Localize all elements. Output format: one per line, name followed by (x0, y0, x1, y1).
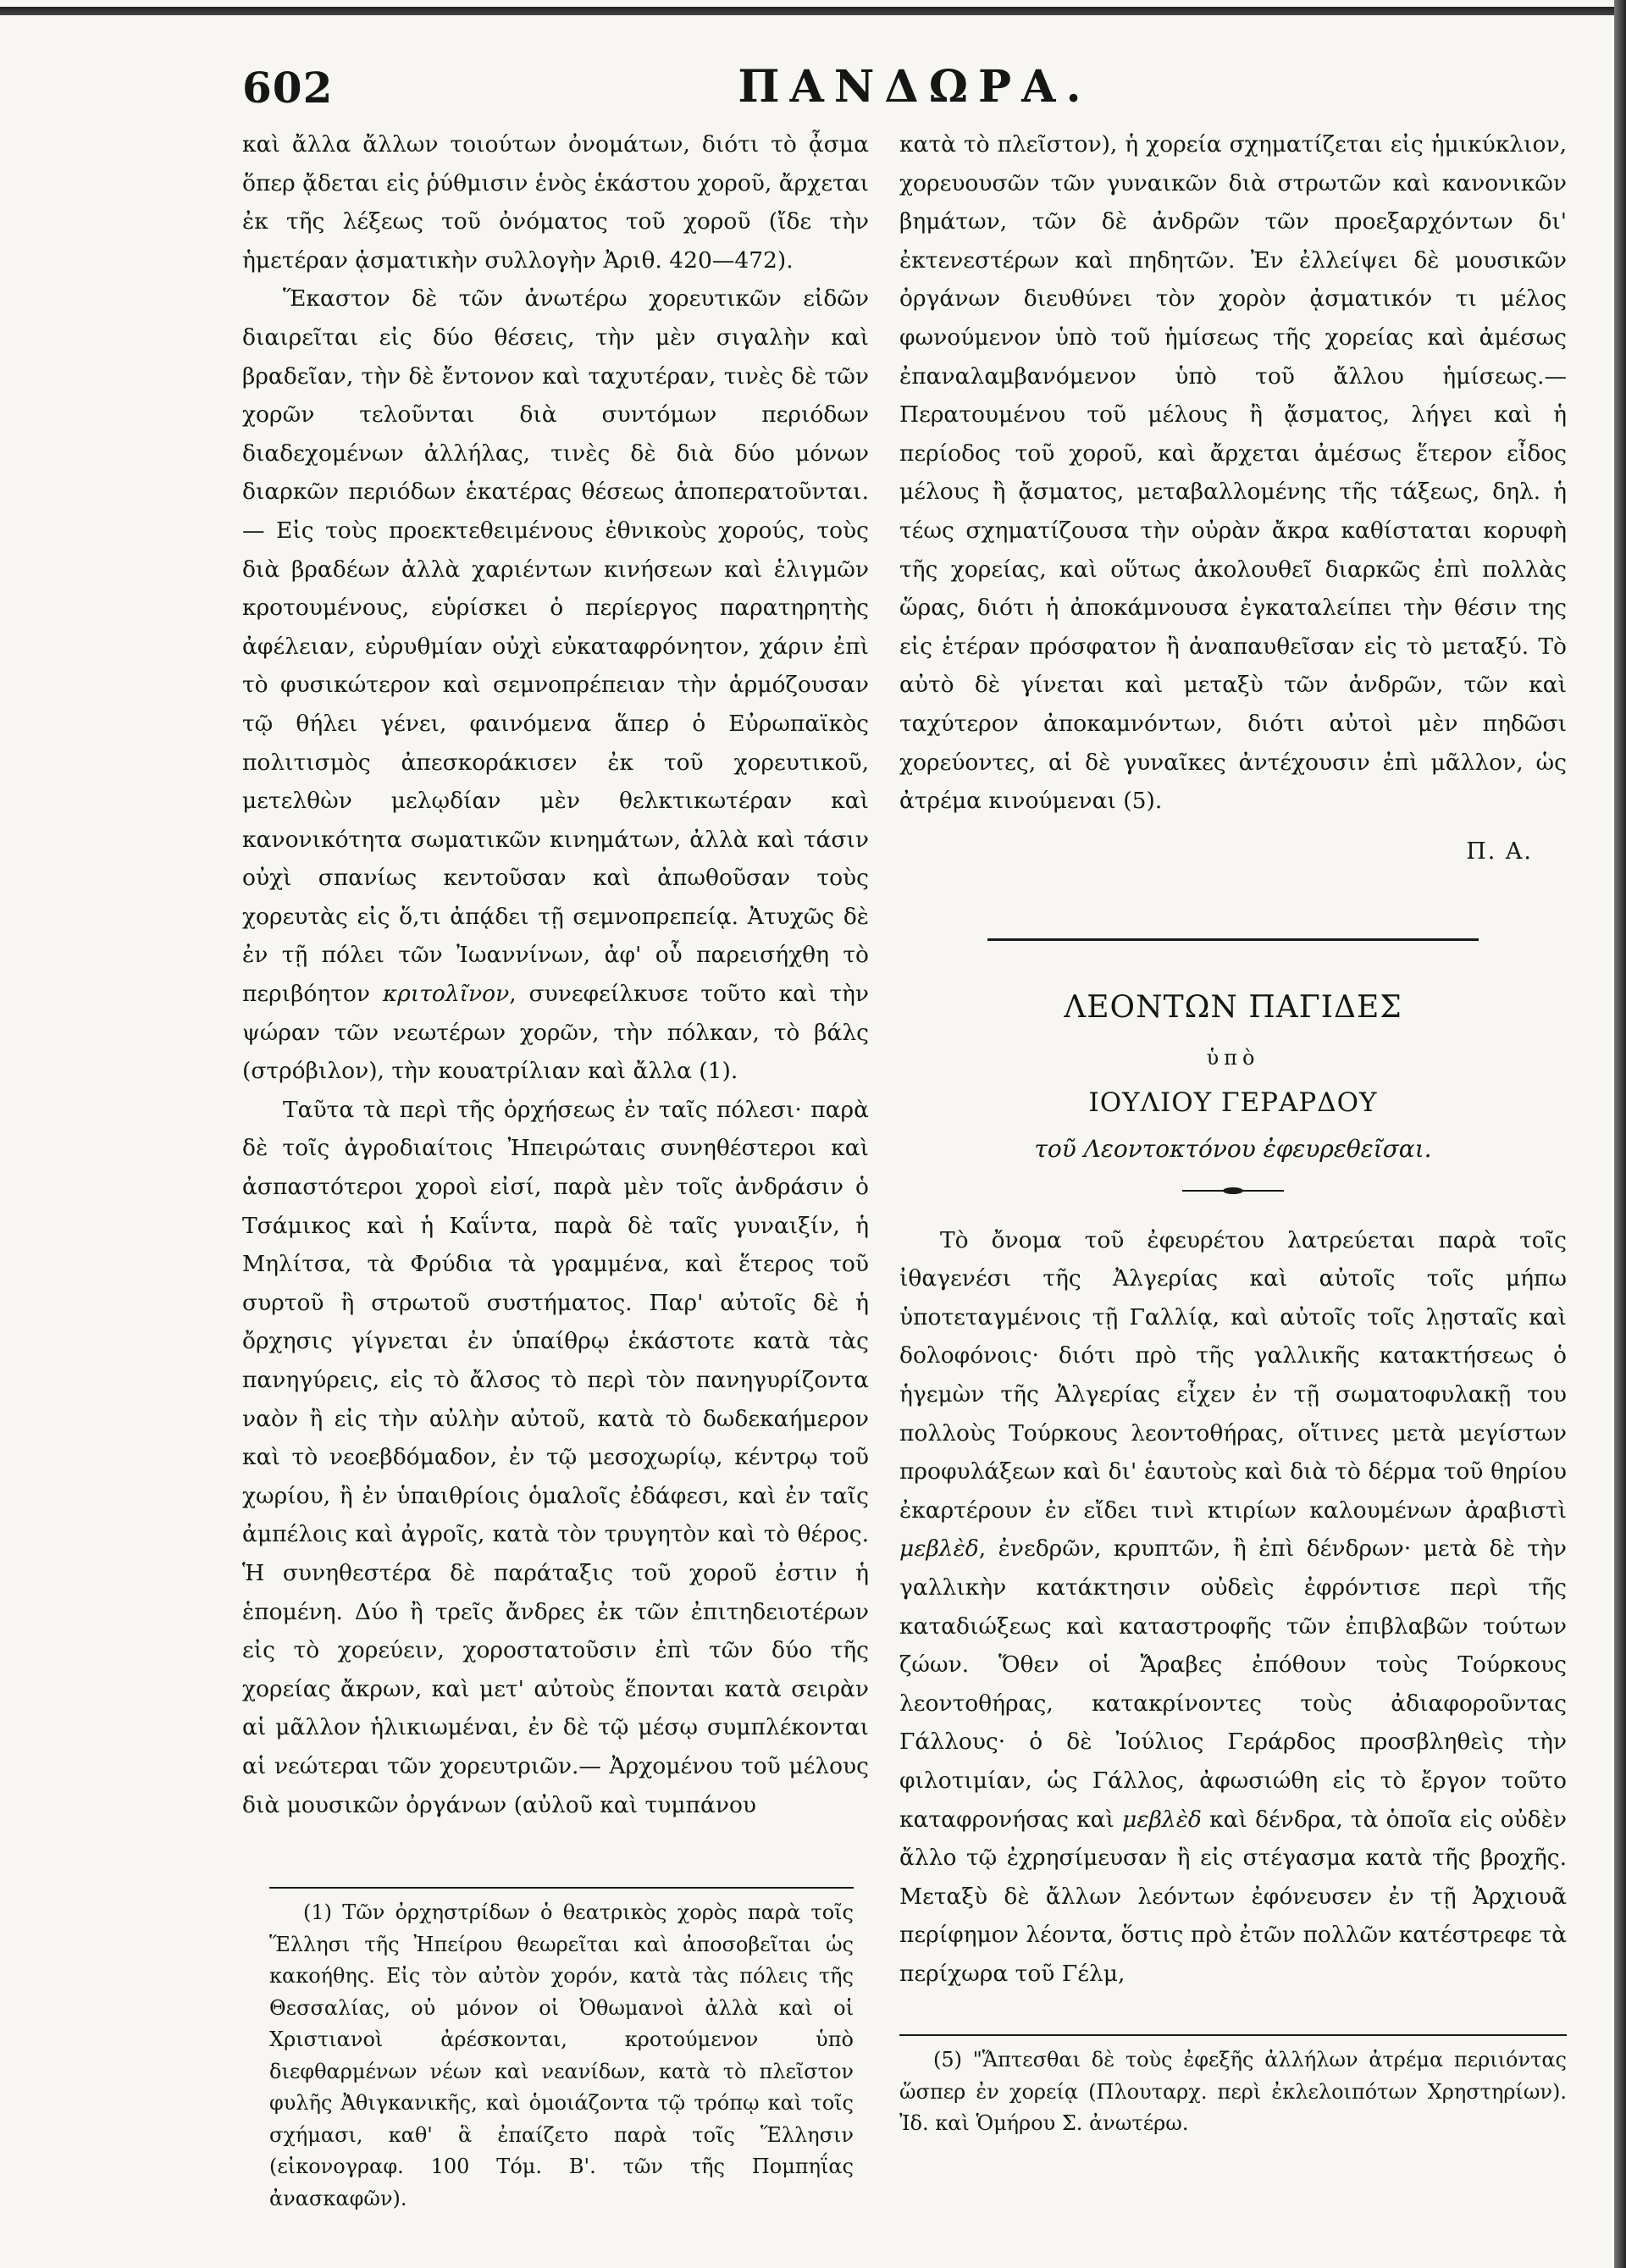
left-paragraph-2-end: , συνεφείλκυσε τοῦτο καὶ τὴν ψώραν τῶν νεωτέρων χορῶν, τὴν πόλκαν, τὸ βάλς (στρόβιλον), τὴν κουατρίλιαν καὶ ἄλλα (1). (242, 981, 869, 1085)
top-border (0, 7, 1626, 15)
left-paragraph-2-text: Ἕκαστον δὲ τῶν ἀνωτέρω χορευτικῶν εἰδῶν διαιρεῖται εἰς δύο θέσεις, τὴν μὲν σιγαλὴν καὶ βραδεῖαν, τὴν δὲ ἔντονον καὶ ταχυτέραν, τινὲς δὲ τῶν χορῶν τελοῦνται διὰ συντόμων περιόδων διαδεχομένων ἀλλήλας, τινὲς δὲ διὰ δύο μόνων διαρκῶν περιόδων ἑκατέρας θέσεως ἀποπερατοῦνται.— Εἰς τοὺς προεκτεθειμένους ἐθνικοὺς χορούς, τοὺς διὰ βραδέων ἀλλὰ χαριέντων κινήσεων καὶ ἑλιγμῶν κροτουμένους, εὑρίσκει ὁ περίεργος παρατηρητὴς ἀφέλειαν, εὐρυθμίαν οὐχὶ εὐκαταφρόνητον, χάριν ἐπὶ τὸ φυσικώτερον καὶ σεμνοπρέπειαν τὴν ἁρμόζουσαν τῷ θήλει γένει, φαινόμενα ἅπερ ὁ Εὐρωπαϊκὸς πολιτισμὸς ἀπεσκοράκισεν ἐκ τοῦ χορευτικοῦ, μετελθὼν μελῳδίαν μὲν θελκτικωτέραν καὶ κανονικότητα σωματικῶν κινημάτων, ἀλλὰ καὶ τάσιν οὐχὶ σπανίως κεντοῦσαν καὶ ἀπωθοῦσαν τοὺς χορευτὰς εἰς ὅ,τι ἀπᾴδει τῇ σεμνοπρεπείᾳ. Ἀτυχῶς δὲ ἐν τῇ πόλει τῶν Ἰωαννίνων, ἀφ' οὗ παρεισήχθη τὸ περιβόητον (242, 285, 869, 1008)
right-column (899, 125, 1567, 1994)
article-author: ΙΟΥΛΙΟΥ ΓΕΡΑΡΔΟΥ (1088, 1087, 1378, 1119)
right-paragraph-2-start: Τὸ ὄνομα τοῦ ἐφευρέτου λατρεύεται παρὰ τοῖς ἰθαγενέσι τῆς Ἀλγερίας καὶ αὐτοῖς τοῖς μήπω ὑποτεταγμένοις τῇ Γαλλίᾳ, καὶ αὐτοῖς τοῖς λῃσταῖς καὶ δολοφόνοις· διότι πρὸ τῆς γαλλικῆς κατακτήσεως ὁ ἡγεμὼν τῆς Ἀλγερίας εἶχεν ἐν τῇ σωματοφυλακῇ του πολλοὺς Τούρκους λεοντοθήρας, οἵτινες μετὰ μεγίστων προφυλάξεων καὶ δι' ἑαυτοὺς καὶ διὰ τὸ δέρμα τοῦ θηρίου ἐκαρτέρουν ἐν εἴδει τινὶ κτιρίων καλουμένων ἀραβιστὶ (899, 1226, 1567, 1524)
left-footnote: (1) Τῶν ὀρχηστρίδων ὁ θεατρικὸς χορὸς παρὰ τοῖς Ἕλλησι τῆς Ἠπείρου θεωρεῖται καὶ ἀποσοβεῖται ὡς κακοήθης. Εἰς τὸν αὐτὸν χορόν, κατὰ τὰς πόλεις τῆς Θεσσαλίας, οὐ μόνον οἱ Ὀθωμανοὶ ἀλλὰ καὶ οἱ Χριστιανοὶ ἀρέσκονται, κροτούμενον ὑπὸ διεφθαρμένων νέων καὶ νεανίδων, κατὰ τὸ πλεῖστον φυλῆς Ἀθιγκανικῆς, καὶ ὁμοιάζοντα τῷ τρόπῳ καὶ τοῖς σχήμασι, καθ' ἃ ἐπαίζετο παρὰ τοῖς Ἕλλησιν (εἰκονογραφ. 100 Τόμ. Β'. τῶν τῆς Πομπηΐας ἀνασκαφῶν). (269, 1900, 854, 2210)
section-divider (987, 938, 1479, 941)
right-footnote-rule (899, 2034, 1567, 2036)
right-footnote: (5) "Ἅπτεσθαι δὲ τοὺς ἐφεξῆς ἀλλήλων ἀτρέμα περιιόντας ὥσπερ ἐν χορείᾳ (Πλουταρχ. περὶ ἐκλελοιπότων Χρηστηρίων). Ἰδ. καὶ Ὁμήρου Σ. ἀνωτέρω. (899, 2048, 1567, 2135)
right-paragraph-2 (899, 1221, 1567, 1994)
article-by: ὑπὸ (1206, 1045, 1260, 1070)
left-footnote-rule (269, 1887, 854, 1889)
right-paragraph-2-italic-1: μεβλὲδ (899, 1535, 979, 1563)
article-subtitle: τοῦ Λεοντοκτόνου ἐφευρεθεῖσαι. (1034, 1135, 1432, 1164)
author-signature: Π. Α. (1466, 838, 1533, 865)
left-paragraph-2 (242, 279, 869, 1090)
page-number: 602 (242, 63, 334, 113)
left-paragraph-3: Ταῦτα τὰ περὶ τῆς ὀρχήσεως ἐν ταῖς πόλεσι· παρὰ δὲ τοῖς ἀγροδιαίτοις Ἠπειρώταις συνηθέστεροι καὶ ἀσπαστότεροι χοροὶ εἰσί, παρὰ μὲν τοῖς ἀνδράσιν ὁ Τσάμικος καὶ ἡ Καΐντα, παρὰ δὲ ταῖς γυναιξίν, ἡ Μηλίτσα, τὰ Φρύδια τὰ γραμμένα, καὶ ἕτερος τοῦ συρτοῦ ἢ στρωτοῦ συστήματος. Παρ' αὐτοῖς δὲ ἡ ὄρχησις γίγνεται ἐν ὑπαίθρῳ ἑκάστοτε κατὰ τὰς πανηγύρεις, εἰς τὸ ἄλσος τὸ περὶ τὸν πανηγυρίζοντα ναὸν ἢ εἰς τὴν αὐλὴν αὐτοῦ, κατὰ τὸ δωδεκαήμερον καὶ τὸ νεοεβδόμαδον, ἐν τῷ μεσοχωρίῳ, κέντρῳ τοῦ χωρίου, ἢ ἐν ὑπαιθρίοις ὁμαλοῖς ἐδάφεσι, καὶ ἐν ταῖς ἀμπέλοις καὶ ἀγροῖς, κατὰ τὸν τρυγητὸν καὶ τὸ θέρος. Ἡ συνηθεστέρα δὲ παράταξις τοῦ χοροῦ ἐστιν ἡ ἑπομένη. Δύο ἢ τρεῖς ἄνδρες ἐκ τῶν ἐπιτηδειοτέρων εἰς τὸ χορεύειν, χοροστατοῦσιν ἐπὶ τῶν δύο τῆς χορείας ἄκρων, καὶ μετ' αὐτοὺς ἕπονται κατὰ σειρὰν αἱ μᾶλλον ἡλικιωμέναι, ἐν δὲ τῷ μέσῳ συμπλέκονται αἱ νεώτεραι τῶν χορευτριῶν.— Ἀρχομένου τοῦ μέλους διὰ μουσικῶν ὀργάνων (αὐλοῦ καὶ τυμπάνου (242, 1096, 869, 1818)
right-paragraph-1: κατὰ τὸ πλεῖστον), ἡ χορεία σχηματίζεται εἰς ἡμικύκλιον, χορευουσῶν τῶν γυναικῶν διὰ στρωτῶν καὶ κανονικῶν βημάτων, τῶν δὲ ἀνδρῶν τῶν προεξαρχόντων δι' ἐκτενεστέρων καὶ πηδητῶν. Ἐν ἐλλείψει δὲ μουσικῶν ὀργάνων διευθύνει τὸν χορὸν ᾀσματικόν τι μέλος φωνούμενον ὑπὸ τοῦ ἡμίσεως τῆς χορείας καὶ ἀμέσως ἐπαναλαμβανόμενον ὑπὸ τοῦ ἄλλου ἡμίσεως.— Περατουμένου τοῦ μέλους ἢ ᾄσματος, λήγει καὶ ἡ περίοδος τοῦ χοροῦ, καὶ ἄρχεται ἀμέσως ἕτερον εἶδος μέλους ἢ ᾄσματος, μεταβαλλομένης τῆς τάξεως, δηλ. ἡ τέως σχηματίζουσα τὴν οὐρὰν ἄκρα καθίσταται κορυφὴ τῆς χορείας, καὶ οὕτως ἀκολουθεῖ διαρκῶς ἐπὶ πολλὰς ὥρας, διότι ἡ ἀποκάμνουσα ἐγκαταλείπει τὴν θέσιν της εἰς ἑτέραν πρόσφατον ἢ ἀναπαυθεῖσαν εἰς τὸ μεταξύ. Τὸ αὐτὸ δὲ γίνεται καὶ μεταξὺ τῶν ἀνδρῶν, τῶν καὶ ταχύτερον ἀποκαμνόντων, διότι αὐτοὶ μὲν πηδῶσι χορεύοντες, αἱ δὲ γυναῖκες ἀντέχουσιν ἐπὶ μᾶλλον, ὡς ἀτρέμα κινούμεναι (5). (899, 131, 1567, 815)
ornament-divider (1182, 1186, 1284, 1196)
running-title: ΠΑΝΔΩΡΑ. (738, 61, 1092, 113)
right-paragraph-2-italic-2: μεβλὲδ (1122, 1806, 1202, 1833)
right-page-edge (1614, 0, 1626, 2268)
left-column (242, 125, 869, 1824)
right-paragraph-2-end: καὶ δένδρα, τὰ ὁποῖα εἰς οὐδὲν ἄλλο τῷ ἐχρησίμευσαν ἢ εἰς στέγασμα κατὰ τῆς βροχῆς. Μεταξὺ δὲ ἄλλων λεόντων ἐφόνευσεν ἐν τῇ Ἀρχιουᾶ περίφημον λέοντα, ὅστις πρὸ ἐτῶν πολλῶν κατέστρεφε τὰ περίχωρα τοῦ Γέλμ, (899, 1806, 1567, 1987)
right-paragraph-2-mid: , ἐνεδρῶν, κρυπτῶν, ἢ ἐπὶ δένδρων· μετὰ δὲ τὴν γαλλικὴν κατάκτησιν οὐδεὶς ἐφρόντισε περὶ τῆς καταδιώξεως καὶ καταστροφῆς τῶν ἐπιβλαβῶν τούτων ζώων. Ὅθεν οἱ Ἄραβες ἐπόθουν τοὺς Τούρκους λεοντοθήρας, κατακρίνοντες τοὺς ἀδιαφοροῦντας Γάλλους· ὁ δὲ Ἰούλιος Γεράρδος προσβληθεὶς τὴν φιλοτιμίαν, ὡς Γάλλος, ἀφωσιώθη εἰς τὸ ἔργον τοῦτο καταφρονήσας καὶ (899, 1535, 1567, 1833)
article-title: ΛΕΟΝΤΩΝ ΠΑΓΙΔΕΣ (1064, 990, 1402, 1026)
left-paragraph-1: καὶ ἄλλα ἄλλων τοιούτων ὀνομάτων, διότι τὸ ᾆσμα ὅπερ ᾄδεται εἰς ῥύθμισιν ἑνὸς ἑκάστου χοροῦ, ἄρχεται ἐκ τῆς λέξεως τοῦ ὀνόματος τοῦ χοροῦ (ἴδε τὴν ἡμετέραν ᾀσματικὴν συλλογὴν Ἀριθ. 420—472). (242, 131, 869, 274)
left-paragraph-2-italic: κριτολῖνον (382, 981, 510, 1008)
